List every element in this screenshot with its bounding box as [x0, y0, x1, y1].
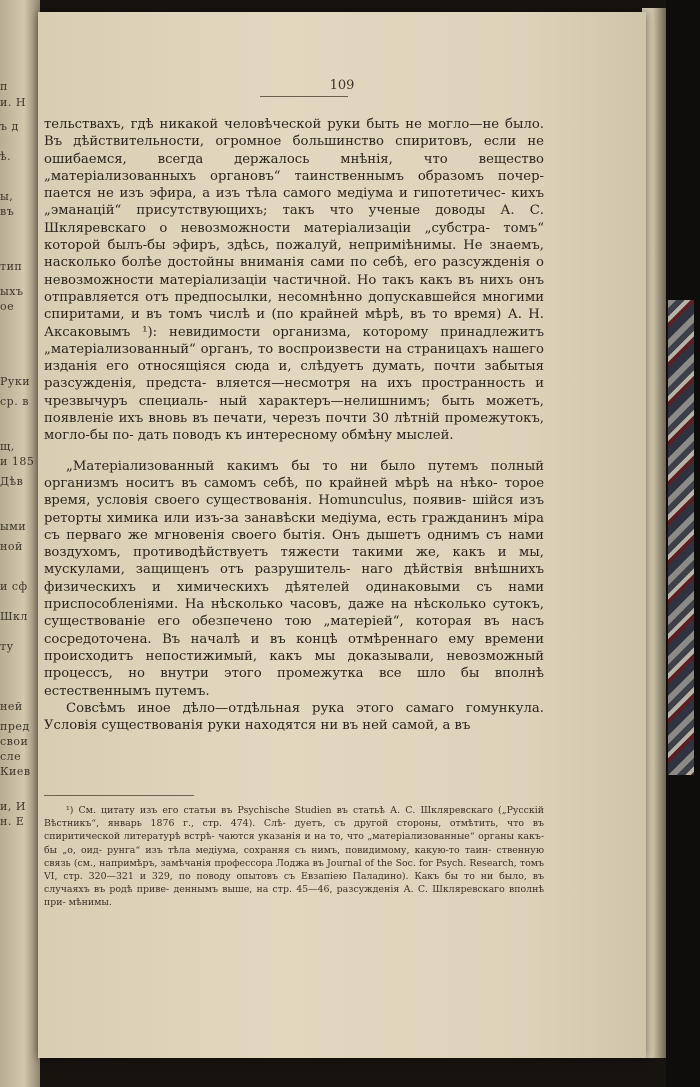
- left-page-fragment: щ,: [0, 440, 15, 453]
- left-page-fragment: ту: [0, 640, 14, 653]
- text-line: наго дѣйствія внѣшнихъ физическихъ и химическихъ дѣятелей: [44, 562, 544, 595]
- text-line: организмъ носитъ въ самомъ себѣ, по крайней мѣрѣ на нѣко-: [44, 475, 498, 491]
- text-line: все шло бы вполнѣ естественнымъ путемъ.: [44, 666, 544, 699]
- text-line: одинаковыми съ нами приспособленіями. На нѣсколько часовъ,: [44, 579, 544, 613]
- footnote-rule: [44, 795, 194, 796]
- footnote-line: чаются указанія и на то, что „матеріализованные“ органы какъ-бы „о, оид-: [44, 831, 544, 856]
- left-page-fragment: и. Н: [0, 96, 26, 109]
- left-page-fragment: пред: [0, 720, 30, 733]
- text-line: кихъ „эманацій“ присутствующихъ; такъ что ученые доводы: [44, 186, 544, 219]
- text-line: гражданинъ міра съ перваго же мгновенія своего бытія. Онъ: [44, 510, 544, 543]
- left-page-fragment: Шкл: [0, 610, 28, 623]
- text-line: отмѣреннаго ему времени происходитъ непостижимый, какъ мы: [44, 631, 544, 664]
- footnote: [44, 804, 544, 910]
- left-page-fragment: ое: [0, 300, 15, 313]
- text-line: крайней мѣрѣ, въ то время) А. Н. Аксаковымъ ¹): невидимости: [44, 307, 545, 340]
- text-line: торое время, условія своего существованія. Homunculus, появив-: [44, 475, 544, 509]
- left-page-fragment: Киев: [0, 765, 31, 778]
- left-page-fragment: Дѣв: [0, 475, 24, 488]
- footnote-line: ственную связь (см., напримѣръ, замѣчанія профессора Лоджа въ Journal of: [44, 844, 544, 869]
- marbled-endpaper: [668, 300, 694, 775]
- book-page: [38, 12, 646, 1058]
- text-line: ный характеръ—нелишнимъ; быть можетъ, появленіе ихъ вновь: [44, 393, 544, 427]
- text-line: вляется—несмотря на ихъ пространность и чрезвычуръ специаль-: [44, 376, 544, 409]
- left-page-fragment: п: [0, 80, 8, 93]
- text-line: пается не изъ эфира, а изъ тѣла самого медіума и гипотетичес-: [44, 186, 506, 202]
- left-page-fragment: ней: [0, 700, 23, 713]
- text-line: допускавшейся многими спиритами, и въ томъ числѣ и (по: [44, 289, 544, 323]
- text-line: „матеріей“, которая въ насъ сосредоточена. Въ началѣ и въ концѣ: [44, 614, 544, 647]
- footnote-line: дуетъ, съ другой стороны, отмѣтить, что въ спиритической литературѣ встрѣ-: [44, 818, 544, 843]
- left-page-fragment: Руки: [0, 375, 31, 388]
- left-page-fragment: и 185: [0, 455, 35, 468]
- text-line: Условія существованія руки находятся ни въ ней самой, а въ: [44, 718, 471, 734]
- left-page-fragment: ы,: [0, 190, 14, 203]
- footnote-line: А. С. Шкляревскаго („Русскій Вѣстникъ“, январь 1876 г., стр. 474). Слѣ-: [44, 805, 545, 830]
- text-line: томъ“ которой былъ-бы эфиръ, здѣсь, пожалуй, неприміѣнимы.: [44, 220, 544, 254]
- text-line: тельствахъ, гдѣ никакой человѣческой руки быть не могло—не: [44, 117, 500, 132]
- text-line: дышетъ однимъ съ нами воздухомъ, противодѣйствуетъ тяжести: [44, 527, 544, 561]
- text-line: Совсѣмъ иное дѣло—отдѣльная рука этого самаго гомункула.: [66, 700, 544, 716]
- left-page-fragment: и сф: [0, 580, 28, 593]
- footnote-line: ¹) См. цитату изъ его статьи въ Psychische Studien въ статьѣ: [66, 805, 385, 816]
- text-line: такими же, какъ и мы, мускулами, защищенъ отъ разрушитель-: [44, 545, 544, 578]
- left-page-fragment: ъ д: [0, 120, 19, 133]
- body-text: [44, 116, 544, 734]
- left-page-fragment: ной: [0, 540, 23, 553]
- text-line: даже на нѣсколько сутокъ, существованіе его обезпечено тою: [44, 597, 544, 630]
- footnote-line: съ Евзапіею Паладино). Какъ бы то ни было, въ случаяхъ въ родѣ приве-: [44, 871, 545, 896]
- text-line: такъ какъ въ нихъ онъ отправляется отъ предпосылки, несомнѣнно: [44, 272, 544, 305]
- paragraph: [44, 458, 544, 700]
- text-line: его разсужденія о невозможности матеріализаціи частичной. Но: [44, 255, 544, 288]
- footnote-line: деннымъ выше, на стр. 45—46, разсужденія А. С. Шкляревскаго вполнѣ при-: [44, 884, 544, 909]
- footnote-line: рунга“ изъ тѣла медіума, сохраняя съ нимъ, повидимому, какую-то таин-: [107, 844, 492, 856]
- left-page-edge: [0, 0, 40, 1087]
- left-page-fragment: ыхъ: [0, 285, 24, 298]
- page-number: 109: [329, 78, 355, 93]
- left-page-fragment: н. Е: [0, 815, 25, 828]
- left-page-fragment: тип: [0, 260, 23, 273]
- footnotes: [44, 804, 544, 910]
- text-line: „матеріализованныхъ органовъ“ таинственнымъ образомъ почер-: [44, 168, 544, 184]
- left-page-fragment: ѣ.: [0, 150, 12, 163]
- footnote-line: мѣнимы.: [68, 897, 112, 909]
- text-line: дать поводъ къ интересному обмѣну мыслей.: [137, 428, 454, 444]
- footnote-line: the Soc. for Psych. Research, томъ VI, стр. 320—321 и 329, по поводу опытовъ: [44, 857, 544, 883]
- header-rule: [260, 96, 348, 97]
- text-line: организма, которому принадлежитъ „матеріализованный“ органъ,: [44, 324, 544, 357]
- text-line: было. Въ дѣйствительности, огромное большинство спиритовъ,: [44, 117, 544, 150]
- text-line: если не ошибаемся, всегда держалось мнѣнія, что вещество: [44, 134, 544, 167]
- text-line: Не знаемъ, насколько болѣе достойны вниманія сами по себѣ,: [44, 238, 544, 271]
- left-page-fragment: сле: [0, 750, 22, 763]
- left-page-fragment: въ: [0, 205, 15, 218]
- left-page-fragment: ыми: [0, 520, 27, 533]
- text-line: то воспроизвести на страницахъ нашего изданія его относящіяся: [44, 341, 544, 375]
- text-line: шійся изъ реторты химика или изъ-за занавѣски медіума, есть: [44, 493, 544, 526]
- left-page-fragment: и, И: [0, 800, 26, 813]
- left-page-fragment: ср. в: [0, 395, 29, 408]
- text-line: „Матеріализованный какимъ бы то ни было путемъ полный: [66, 458, 544, 474]
- text-line: въ печати, черезъ почти 30 лѣтній промежутокъ, могло-бы по-: [44, 411, 544, 444]
- paragraph: [44, 700, 544, 735]
- text-line: сюда и, слѣдуетъ думать, почти забытыя разсужденія, предста-: [44, 359, 544, 392]
- paragraph: [44, 116, 544, 445]
- left-page-fragment: свои: [0, 735, 29, 748]
- text-line: доказывали, невозможный процессъ, но внутри этого промежутка: [44, 648, 544, 682]
- text-line: А. С. Шкляревскаго о невозможности матеріализаціи „субстра-: [44, 203, 544, 236]
